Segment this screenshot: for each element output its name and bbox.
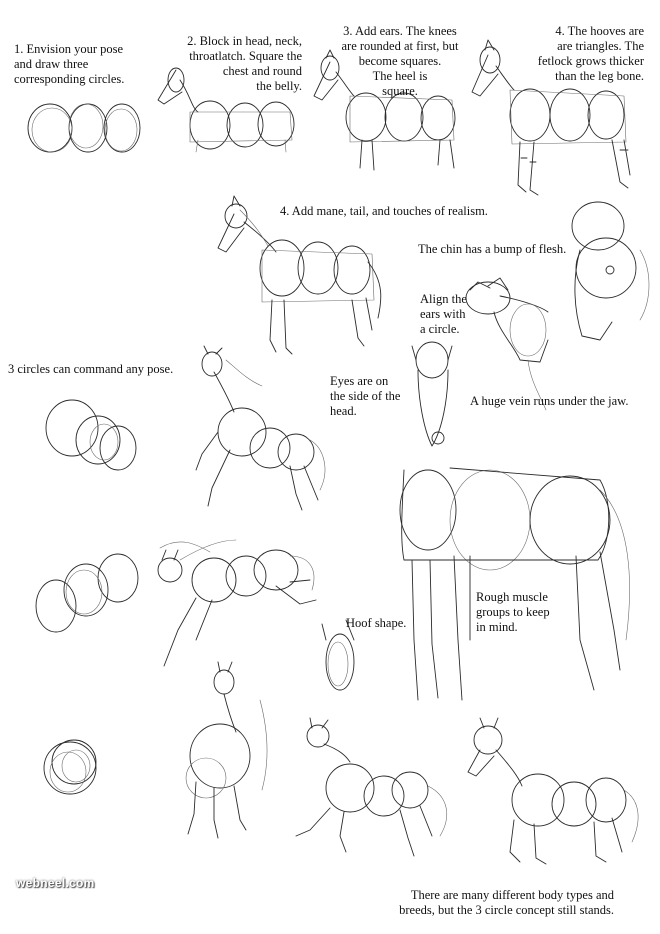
muscle-note: Rough muscle groups to keep in mind. xyxy=(476,590,550,634)
rearing-horse-sketch xyxy=(196,346,325,510)
hoof-note: Hoof shape. xyxy=(346,616,407,630)
draft-horse-sketch xyxy=(468,718,638,864)
chin-note: The chin has a bump of flesh. xyxy=(418,242,567,256)
leaping-horse-sketch xyxy=(158,540,316,666)
finished-horse-sketch xyxy=(218,196,381,354)
prancing-horse-sketch xyxy=(296,718,447,856)
pose-circles-1 xyxy=(46,400,136,470)
body-types-note: There are many different body types and breeds, but the 3 circle concept still stands. xyxy=(399,888,614,917)
pose-circles-2 xyxy=(36,554,138,632)
watermark: webneel.com xyxy=(16,876,95,890)
step1-caption: 1. Envision your pose and draw three corresponding circles. xyxy=(14,42,125,86)
eyes-note: Eyes are on the side of the head. xyxy=(330,374,401,418)
ears-note: Align the ears with a circle. xyxy=(420,292,467,336)
pose-note: 3 circles can command any pose. xyxy=(8,362,174,376)
step4-caption: 4. The hooves are are triangles. The fetlock grows thicker than the leg bone. xyxy=(537,24,644,83)
pose-circles-3 xyxy=(44,740,96,794)
ears-head-sketch xyxy=(466,278,548,410)
three-circles-sketch xyxy=(28,104,140,152)
vein-note: A huge vein runs under the jaw. xyxy=(470,394,629,408)
step4-realism-caption: 4. Add mane, tail, and touches of realism. xyxy=(280,204,488,218)
walking-horse-front-sketch xyxy=(186,662,267,838)
chin-head-sketch xyxy=(572,202,649,340)
step3-caption: 3. Add ears. The knees are rounded at first, but become squares. The heel is square. xyxy=(341,24,459,98)
step2-caption: 2. Block in head, neck, throatlatch. Square the chest and round the belly. xyxy=(187,34,302,93)
